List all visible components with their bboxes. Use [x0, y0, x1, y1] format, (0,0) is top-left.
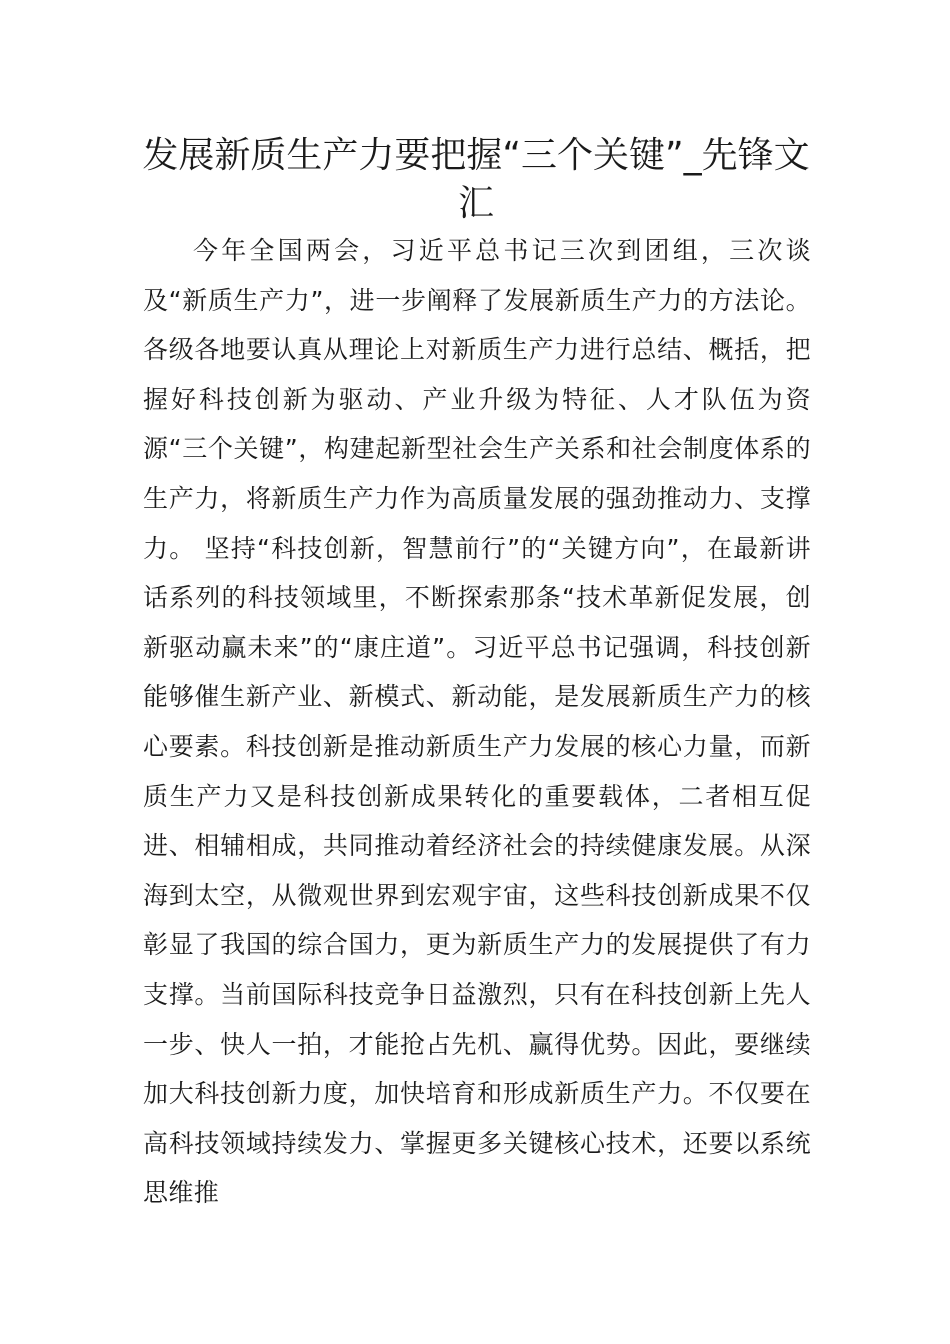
document-body-paragraph: 今年全国两会，习近平总书记三次到团组，三次谈及“新质生产力”，进一步阐释了发展新质生产力的方法论。各级各地要认真从理论上对新质生产力进行总结、概括，把握好科技创新为驱动、产业升级为特征、人才队伍为资源“三个关键”，构建起新型社会生产关系和社会制度体系的生产力，将新质生产力作为高质量发展的强劲推动力、支撑力。 坚持“科技创新，智慧前行”的“关键方向”，在最新讲话系列的科技领域里，不断探索那条“技术革新促发展，创新驱动赢未来”的“康庄道”。习近平总书记强调，科技创新能够催生新产业、新模式、新动能，是发展新质生产力的核心要素。科技创新是推动新质生产力发展的核心力量，而新质生产力又是科技创新成果转化的重要载体，二者相互促进、相辅相成，共同推动着经济社会的持续健康发展。从深海到太空，从微观世界到宏观宇宙，这些科技创新成果不仅彰显了我国的综合国力，更为新质生产力的发展提供了有力支撑。当前国际科技竞争日益激烈，只有在科技创新上先人一步、快人一拍，才能抢占先机、赢得优势。因此，要继续加大科技创新力度，加快培育和形成新质生产力。不仅要在高科技领域持续发力、掌握更多关键核心技术，还要以系统思维推	[143, 236, 811, 1208]
document-title: 发展新质生产力要把握“三个关键”_先锋文汇	[142, 135, 810, 224]
